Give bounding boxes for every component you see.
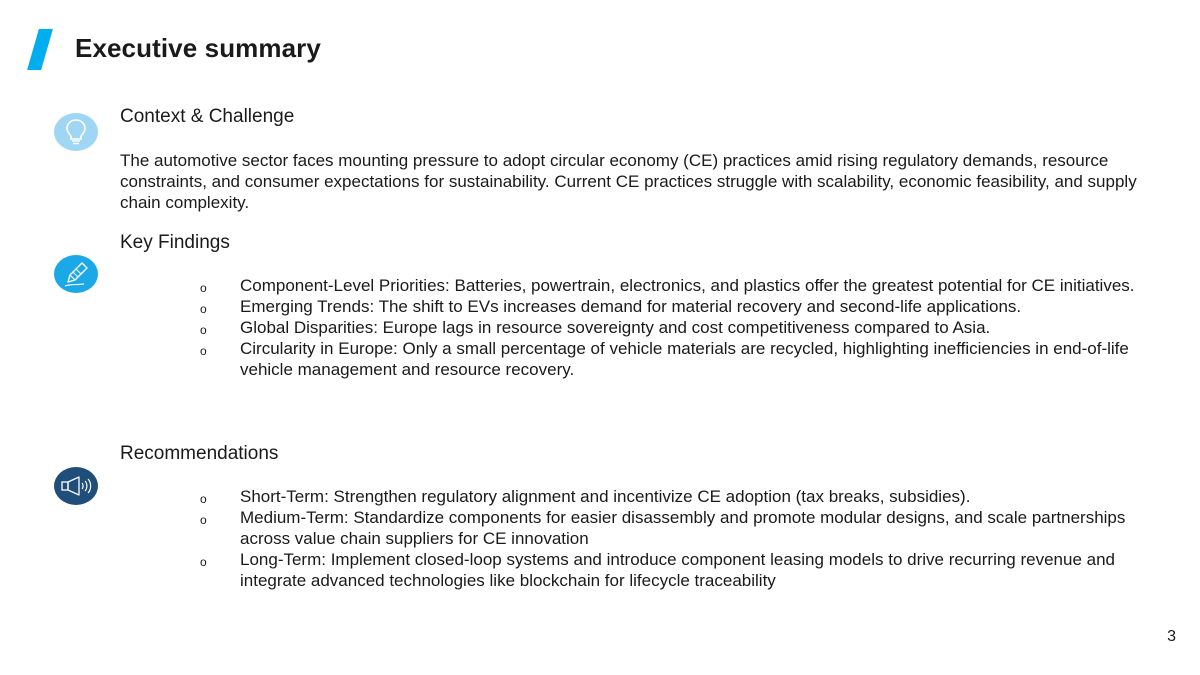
bullet-marker: o (200, 492, 207, 506)
bullet-marker: o (200, 281, 207, 295)
finding-text: Emerging Trends: The shift to EVs increases demand for material recovery and second-life applications. (240, 297, 1022, 316)
recommendation-text: Long-Term: Implement closed-loop systems and introduce component leasing models to drive recurring revenue and integrate advanced technologies like blockchain for lifecycle traceability (240, 550, 1116, 590)
recommendation-item (200, 486, 1180, 507)
recommendations-heading: Recommendations (120, 443, 279, 464)
recommendation-item (200, 507, 1180, 549)
bullet-marker: o (200, 323, 207, 337)
pencil-icon (54, 255, 98, 293)
megaphone-icon (54, 467, 98, 505)
findings-heading: Key Findings (120, 232, 230, 253)
finding-text: Global Disparities: Europe lags in resource sovereignty and cost competitiveness compared to Asia. (240, 318, 991, 337)
page-number: 3 (1167, 628, 1176, 645)
context-heading: Context & Challenge (120, 106, 295, 127)
finding-item (200, 296, 1180, 317)
bullet-marker: o (200, 302, 207, 316)
recommendation-text: Medium-Term: Standardize components for easier disassembly and promote modular designs, and scale partnerships across value chain suppliers for CE innovation (240, 508, 1126, 548)
bullet-marker: o (200, 344, 207, 358)
finding-item (200, 317, 1180, 338)
finding-item (200, 338, 1180, 380)
title-accent-bar (27, 29, 53, 70)
findings-list (200, 275, 1180, 380)
bullet-marker: o (200, 513, 207, 527)
finding-text: Circularity in Europe: Only a small percentage of vehicle materials are recycled, highlighting inefficiencies in end-of-life vehicle management and resource recovery. (240, 339, 1129, 379)
recommendations-list (200, 486, 1180, 591)
bullet-marker: o (200, 555, 207, 569)
finding-item (200, 275, 1180, 296)
lightbulb-icon (54, 113, 98, 151)
context-paragraph: The automotive sector faces mounting pressure to adopt circular economy (CE) practices amid rising regulatory demands, resource constraints, and consumer expectations for sustainability. Current CE practices struggle with scalability, economic feasibility, and supply chain complexity. (120, 151, 1137, 212)
recommendation-text: Short-Term: Strengthen regulatory alignment and incentivize CE adoption (tax breaks, subsidies). (240, 487, 971, 506)
finding-text: Component-Level Priorities: Batteries, powertrain, electronics, and plastics offer the greatest potential for CE initiatives. (240, 276, 1135, 295)
page-title: Executive summary (75, 33, 321, 63)
recommendation-item (200, 549, 1180, 591)
